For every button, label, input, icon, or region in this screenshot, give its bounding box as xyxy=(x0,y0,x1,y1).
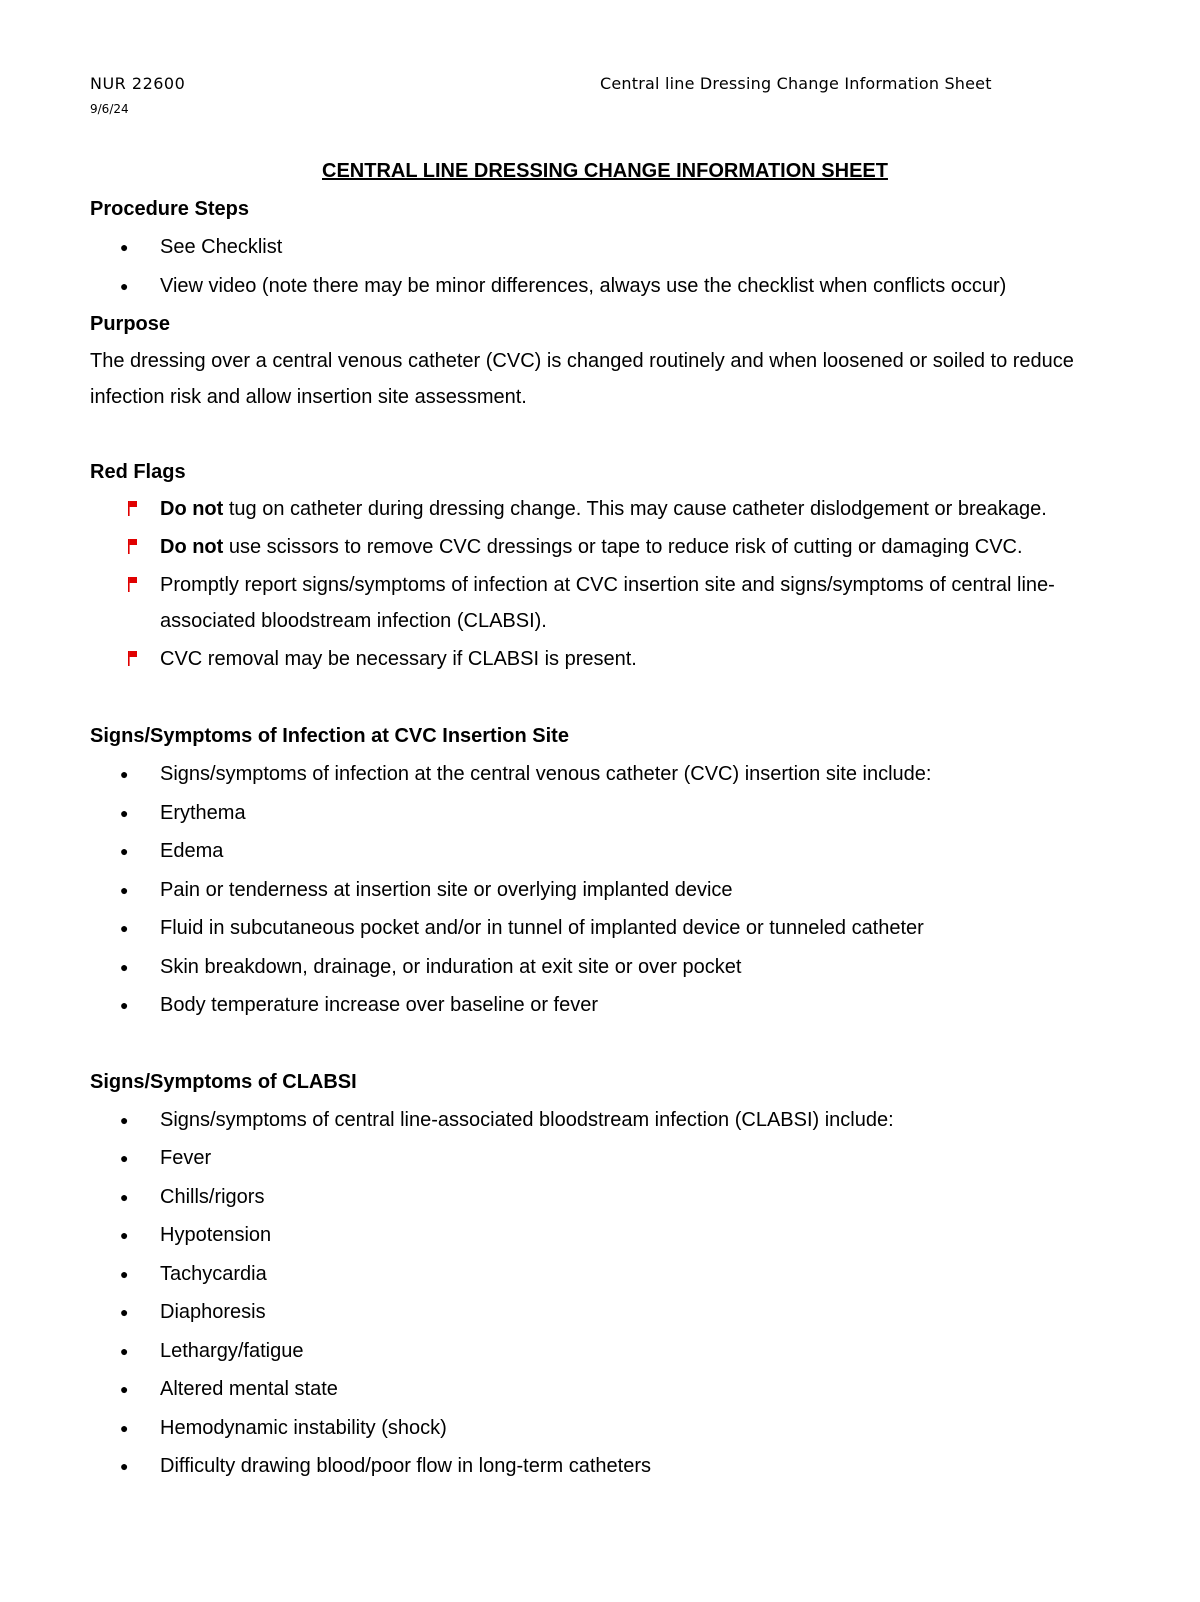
list-item: ● Diaphoresis xyxy=(90,1293,1120,1332)
list-item: ● Altered mental state xyxy=(90,1370,1120,1409)
bullet-icon: ● xyxy=(120,239,129,255)
list-item: ● Erythema xyxy=(90,794,1120,833)
list-item: ● View video (note there may be minor differences, always use the checklist when conflicts occur) xyxy=(90,267,1120,306)
clabsi-heading: Signs/Symptoms of CLABSI xyxy=(90,1070,357,1093)
list-item: ● Fever xyxy=(90,1139,1120,1178)
red-flag-icon xyxy=(128,577,140,592)
bullet-icon: ● xyxy=(120,1419,129,1436)
procedure-heading: Procedure Steps xyxy=(90,198,249,220)
list-item: CVC removal may be necessary if CLABSI is present. xyxy=(90,641,1120,677)
document-body xyxy=(90,152,1120,1486)
bullet-icon: ● xyxy=(120,1227,129,1243)
header-date: 9/6/24 xyxy=(90,102,129,116)
red-flags-list xyxy=(90,491,1120,677)
header-doc-name: Central line Dressing Change Information Sheet xyxy=(600,74,992,93)
bullet-icon: ● xyxy=(120,997,129,1013)
bullet-icon: ● xyxy=(120,1458,129,1474)
list-item: ● Lethargy/fatigue xyxy=(90,1332,1120,1371)
spacer xyxy=(90,1025,1120,1063)
list-item: ● Difficulty drawing blood/poor flow in long-term catheters xyxy=(90,1447,1120,1486)
bullet-icon: ● xyxy=(120,1188,129,1205)
bullet-icon: ● xyxy=(120,1265,129,1282)
bullet-icon: ● xyxy=(120,958,129,975)
document-title: CENTRAL LINE DRESSING CHANGE INFORMATION SHEET xyxy=(322,160,888,182)
infection-site-list xyxy=(90,755,1120,1025)
bullet-icon: ● xyxy=(120,804,129,821)
bullet-icon: ● xyxy=(120,1111,129,1128)
infection-site-heading: Signs/Symptoms of Infection at CVC Insertion Site xyxy=(90,725,569,747)
bullet-icon: ● xyxy=(120,881,129,898)
list-item: ● Hemodynamic instability (shock) xyxy=(90,1409,1120,1448)
purpose-heading: Purpose xyxy=(90,313,171,335)
clabsi-list xyxy=(90,1101,1120,1486)
list-item: ● Fluid in subcutaneous pocket and/or in tunnel of implanted device or tunneled catheter xyxy=(90,909,1120,948)
list-item: ● Pain or tenderness at insertion site or overlying implanted device xyxy=(90,871,1120,910)
red-flag-icon xyxy=(128,651,140,666)
bullet-icon: ● xyxy=(120,843,129,859)
list-item: ● Edema xyxy=(90,832,1120,871)
red-flag-icon xyxy=(128,539,140,554)
list-item: Do not use scissors to remove CVC dressings or tape to reduce risk of cutting or damaging CVC. xyxy=(90,529,1120,565)
red-flag-icon xyxy=(128,501,140,516)
list-item: Do not tug on catheter during dressing change. This may cause catheter dislodgement or breakage. xyxy=(90,491,1120,527)
list-item: Promptly report signs/symptoms of infection at CVC insertion site and signs/symptoms of central line-associated bloodstream infection (CLABSI). xyxy=(90,567,1120,639)
bullet-icon: ● xyxy=(120,277,129,294)
bullet-icon: ● xyxy=(120,1150,129,1166)
list-item: ● See Checklist xyxy=(90,228,1120,267)
bullet-icon: ● xyxy=(120,1304,129,1320)
list-item: ● Tachycardia xyxy=(90,1255,1120,1294)
bullet-icon: ● xyxy=(120,766,129,782)
list-item: ● Chills/rigors xyxy=(90,1178,1120,1217)
list-item: ● Body temperature increase over baseline or fever xyxy=(90,986,1120,1025)
header-course: NUR 22600 xyxy=(90,74,186,93)
red-flags-heading: Red Flags xyxy=(90,461,186,483)
list-item: ● Signs/symptoms of central line-associated bloodstream infection (CLABSI) include: xyxy=(90,1101,1120,1140)
bullet-icon: ● xyxy=(120,1342,129,1359)
bullet-icon: ● xyxy=(120,920,129,936)
spacer xyxy=(90,415,1120,453)
list-item: ● Hypotension xyxy=(90,1216,1120,1255)
bullet-icon: ● xyxy=(120,1381,129,1397)
procedure-list xyxy=(90,228,1120,305)
list-item: ● Signs/symptoms of infection at the central venous catheter (CVC) insertion site include: xyxy=(90,755,1120,794)
list-item: ● Skin breakdown, drainage, or induration at exit site or over pocket xyxy=(90,948,1120,987)
spacer xyxy=(90,679,1120,717)
purpose-text: The dressing over a central venous catheter (CVC) is changed routinely and when loosened or soiled to reduce infection risk and allow insertion site assessment. xyxy=(90,350,1074,408)
